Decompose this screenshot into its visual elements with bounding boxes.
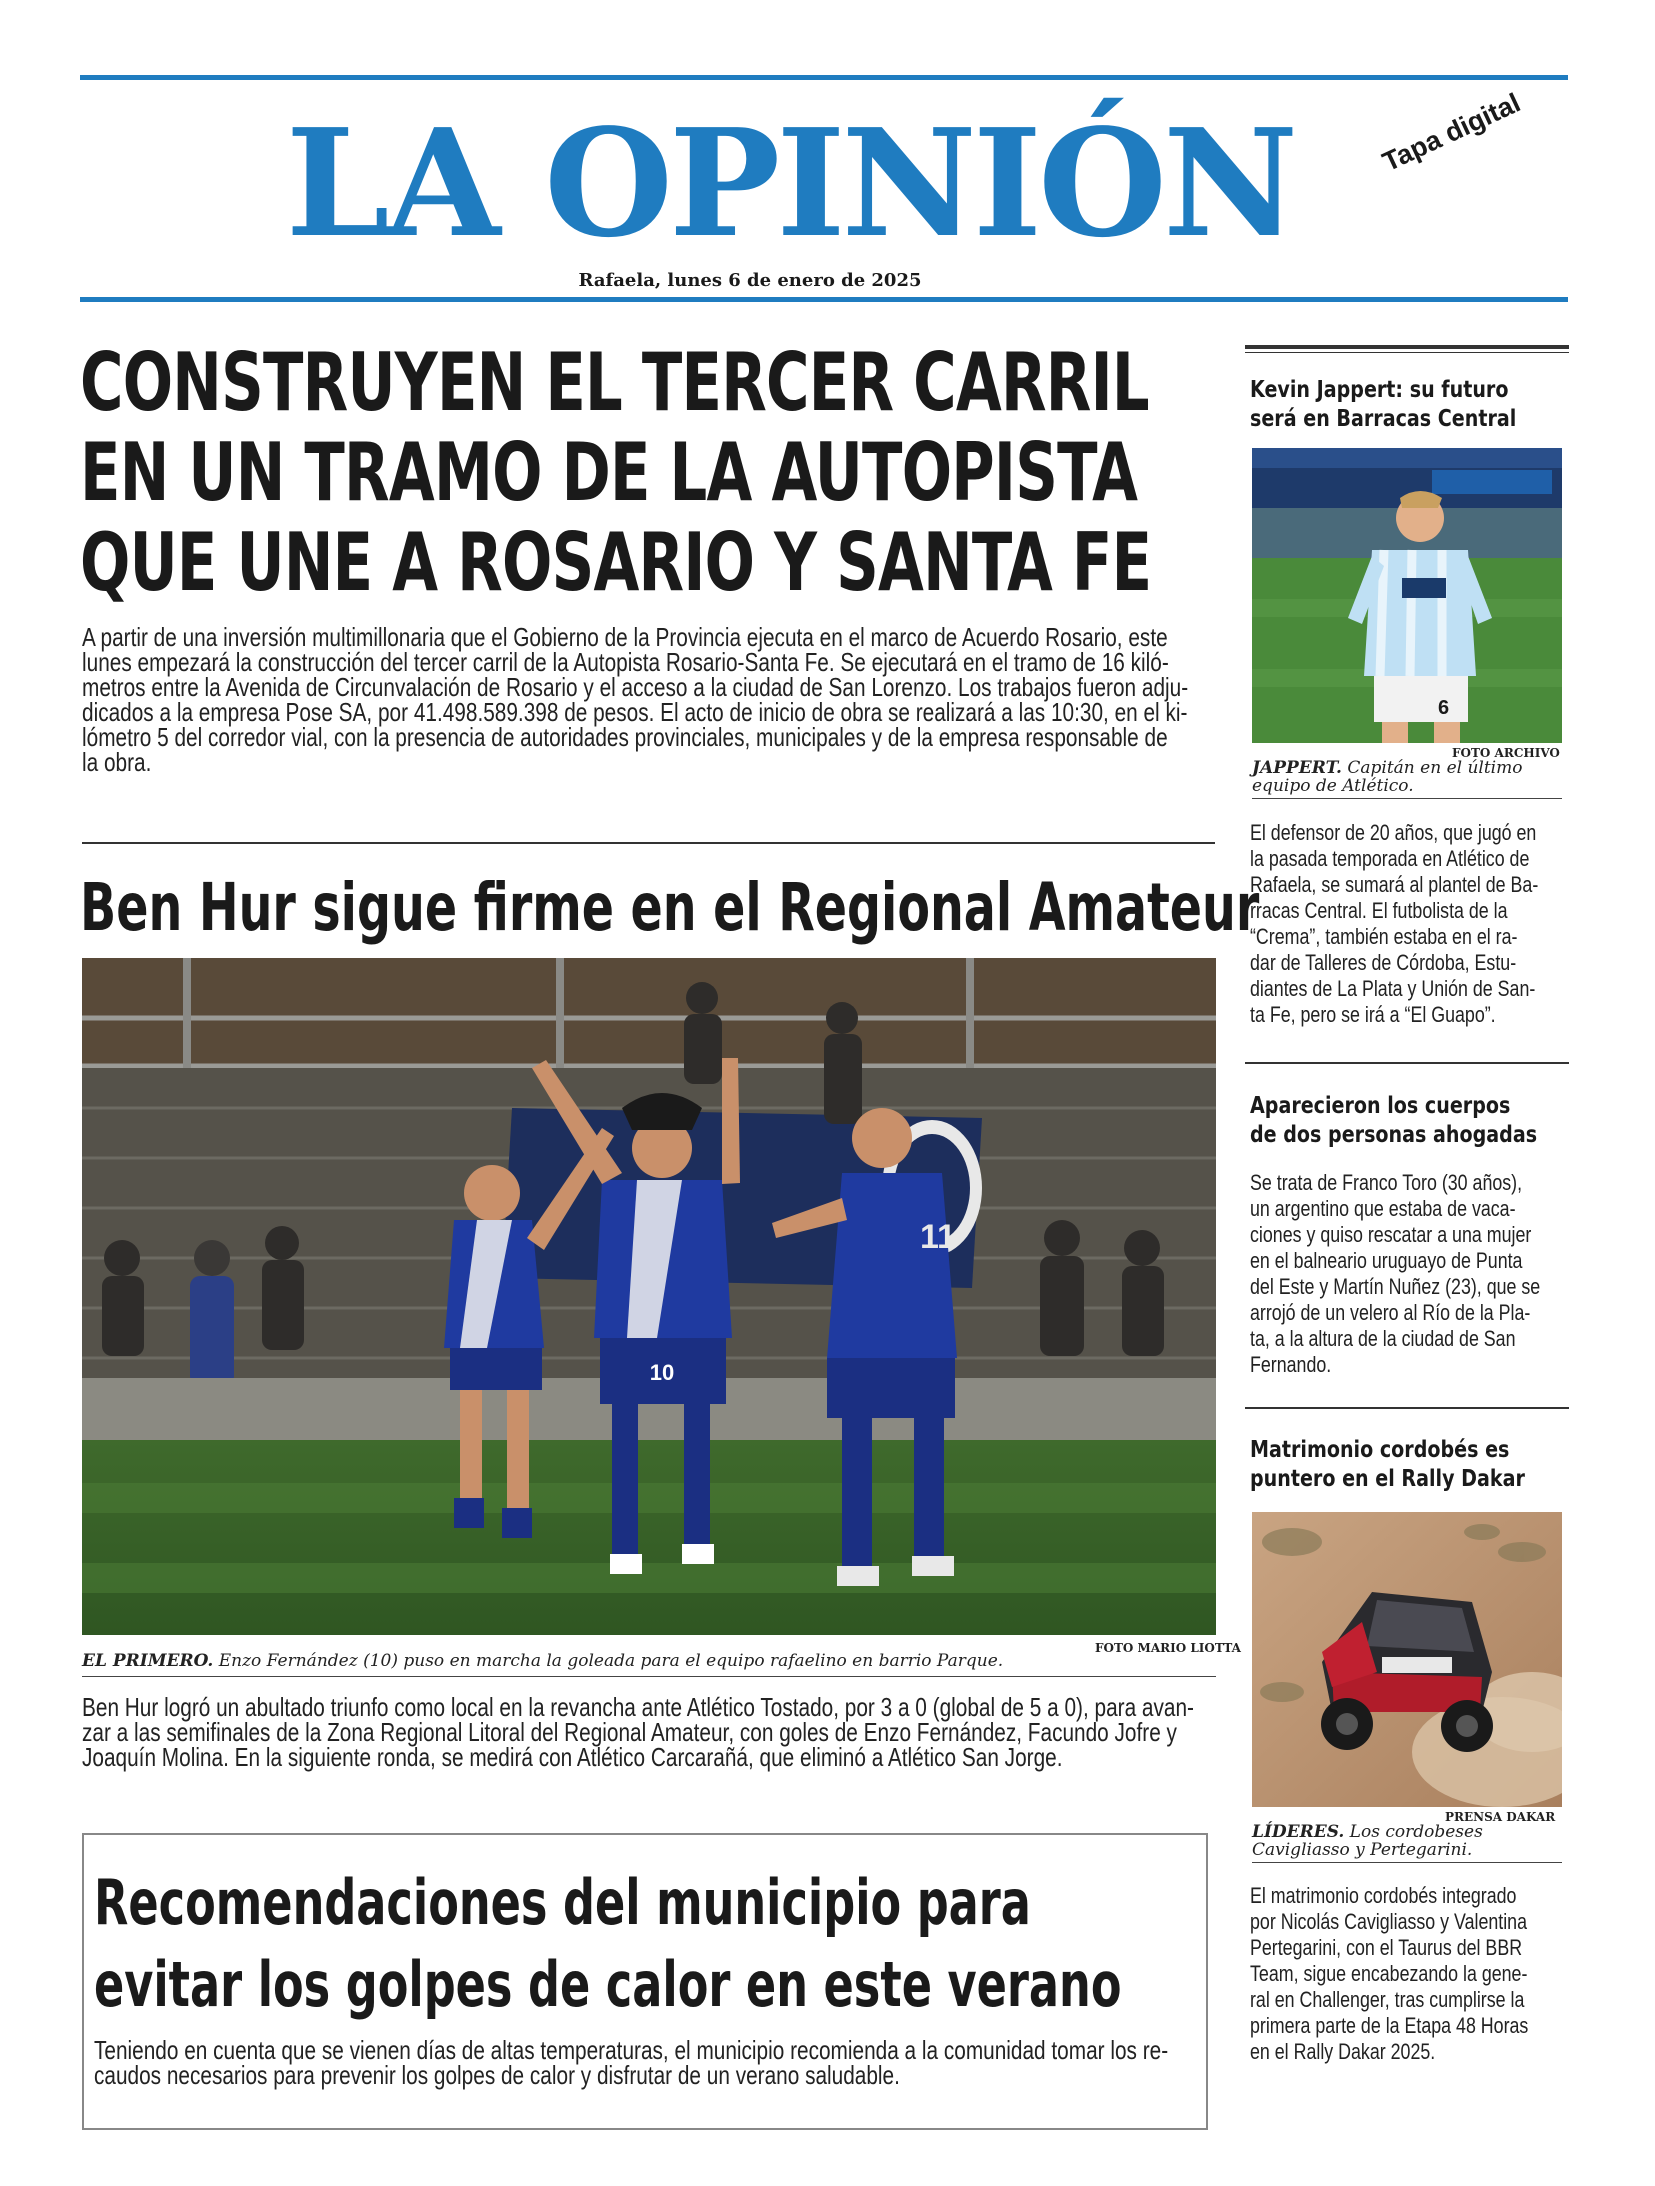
sidebar-divider: [1245, 1062, 1569, 1064]
lead-body: [82, 622, 1189, 777]
sidebar-rule: [1245, 345, 1569, 349]
caption-rule: [82, 1676, 1216, 1677]
dakar-body-line: primera parte de la Etapa 48 Horas: [1250, 2013, 1529, 2038]
benhur-body: [82, 1692, 1194, 1772]
jersey-number: 11: [920, 1218, 956, 1256]
ahogadas-headline-line: Aparecieron los cuerpos: [1250, 1093, 1511, 1119]
jappert-body-line: diantes de La Plata y Unión de San-: [1250, 976, 1536, 1001]
ahogadas-headline-line: de dos personas ahogadas: [1250, 1122, 1538, 1148]
dakar-body-line: en el Rally Dakar 2025.: [1250, 2039, 1436, 2064]
ahogadas-body-line: del Este y Martín Nuñez (23), que se: [1250, 1274, 1541, 1299]
masthead-top-rule: [80, 75, 1568, 80]
calor-headline-line: evitar los golpes de calor en este verano: [94, 1948, 1122, 2021]
tapa-digital-tag[interactable]: Tapa digital: [1378, 87, 1525, 178]
player-portrait-image: [1252, 448, 1562, 743]
jappert-body: [1250, 820, 1538, 1028]
ahogadas-body-line: arrojó de un velero al Río de la Pla-: [1250, 1300, 1531, 1325]
dakar-body-line: Pertegarini, con el Taurus del BBR: [1250, 1935, 1523, 1960]
benhur-photo[interactable]: [82, 958, 1216, 1635]
rally-car-image: [1252, 1512, 1562, 1807]
calor-headline[interactable]: [94, 1862, 1121, 2026]
lead-headline[interactable]: [80, 338, 1151, 608]
lead-headline-line: EN UN TRAMO DE LA AUTOPISTA: [80, 426, 1138, 519]
jappert-body-line: “Crema”, también estaba en el ra-: [1250, 924, 1518, 949]
calor-body-line: Teniendo en cuenta que se vienen días de altas temperaturas, el municipio recomienda a la comunidad tomar los re-: [94, 2035, 1169, 2065]
ahogadas-body: [1250, 1170, 1540, 1378]
dakar-headline[interactable]: [1250, 1436, 1525, 1494]
dakar-body-line: por Nicolás Cavigliasso y Valentina: [1250, 1909, 1528, 1934]
masthead-bottom-rule: [80, 297, 1568, 302]
dateline: Rafaela, lunes 6 de enero de 2025: [578, 270, 922, 291]
caption-rule: [1252, 1862, 1562, 1863]
jappert-body-line: rracas Central. El futbolista de la: [1250, 898, 1508, 923]
jappert-body-line: Rafaela, se sumará al plantel de Ba-: [1250, 872, 1539, 897]
jersey-number: 6: [1438, 697, 1450, 719]
jersey-number: 10: [649, 1360, 675, 1385]
jappert-body-line: la pasada temporada en Atlético de: [1250, 846, 1530, 871]
jappert-body-line: El defensor de 20 años, que jugó en: [1250, 820, 1537, 845]
dakar-caption: [1252, 1823, 1483, 1859]
ahogadas-body-line: Se trata de Franco Toro (30 años),: [1250, 1170, 1523, 1195]
jappert-body-line: ta Fe, pero se irá a “El Guapo”.: [1250, 1002, 1496, 1027]
lead-body-line: dicados a la empresa Pose SA, por 41.498.589.398 de pesos. El acto de inicio de obra se realizará a las 10:30, en el ki-: [82, 697, 1188, 727]
jappert-body-line: dar de Talleres de Córdoba, Estu-: [1250, 950, 1517, 975]
benhur-body-line: Ben Hur logró un abultado triunfo como local en la revancha ante Atlético Tostado, por 3 a 0 (global de 5 a 0), para avan-: [82, 1692, 1194, 1722]
lead-headline-line: QUE UNE A ROSARIO Y SANTA FE: [80, 516, 1152, 609]
ahogadas-body-line: Fernando.: [1250, 1352, 1332, 1377]
jappert-caption-text: equipo de Atlético.: [1252, 776, 1414, 796]
dakar-caption-text: Cavigliasso y Pertegarini.: [1252, 1840, 1473, 1860]
benhur-photo-credit: FOTO MARIO LIOTTA: [1095, 1641, 1241, 1655]
calor-body-line: caudos necesarios para prevenir los golpes de calor y disfrutar de un verano saludable.: [94, 2060, 900, 2090]
sidebar-divider: [1245, 1407, 1569, 1409]
football-celebration-image: [82, 958, 1216, 1635]
dakar-photo[interactable]: [1252, 1512, 1562, 1807]
ahogadas-body-line: ciones y quiso rescatar a una mujer: [1250, 1222, 1532, 1247]
ahogadas-headline[interactable]: [1250, 1092, 1537, 1150]
dakar-body-line: Team, sigue encabezando la gene-: [1250, 1961, 1528, 1986]
benhur-caption-lead: EL PRIMERO.: [82, 1651, 214, 1671]
benhur-body-line: zar a las semifinales de la Zona Regional Litoral del Regional Amateur, con goles de Enzo Fernández, Facundo Jofre y: [82, 1717, 1177, 1747]
caption-rule: [1252, 798, 1562, 799]
jappert-caption-text: Capitán en el último: [1341, 758, 1523, 778]
section-divider: [82, 842, 1215, 844]
ahogadas-body-line: ta, a la altura de la ciudad de San: [1250, 1326, 1516, 1351]
benhur-caption: [82, 1651, 1003, 1671]
benhur-headline[interactable]: Ben Hur sigue firme en el Regional Amateur: [80, 869, 1260, 946]
dakar-caption-lead: LÍDERES.: [1252, 1822, 1345, 1842]
lead-body-line: lunes empezará la construcción del tercer carril de la Autopista Rosario-Santa Fe. Se ejecutará en el tramo de 16 kiló-: [82, 647, 1169, 677]
lead-body-line: A partir de una inversión multimillonaria que el Gobierno de la Provincia ejecuta en el marco de Acuerdo Rosario, este: [82, 622, 1168, 652]
ahogadas-body-line: un argentino que estaba de vaca-: [1250, 1196, 1516, 1221]
jappert-photo-credit: FOTO ARCHIVO: [1452, 746, 1560, 760]
benhur-body-line: Joaquín Molina. En la siguiente ronda, se medirá con Atlético Carcarañá, que eliminó a Atlético San Jorge.: [82, 1742, 1063, 1772]
jappert-caption: [1252, 759, 1522, 795]
jappert-caption-lead: JAPPERT.: [1252, 758, 1342, 778]
jappert-photo[interactable]: [1252, 448, 1562, 743]
jappert-headline[interactable]: [1250, 376, 1516, 434]
dakar-body-line: El matrimonio cordobés integrado: [1250, 1883, 1517, 1908]
lead-body-line: lómetro 5 del corredor vial, con la presencia de autoridades provinciales, municipales y de la empresa responsable de: [82, 722, 1168, 752]
benhur-caption-text: Enzo Fernández (10) puso en marcha la goleada para el equipo rafaelino en barrio Parque.: [213, 1651, 1004, 1671]
calor-headline-line: Recomendaciones del municipio para: [94, 1866, 1031, 1939]
dakar-caption-text: Los cordobeses: [1344, 1822, 1483, 1842]
masthead-logo: LA OPINIÓN: [285, 96, 1295, 270]
lead-body-line: la obra.: [82, 747, 152, 777]
ahogadas-body-line: en el balneario uruguayo de Punta: [1250, 1248, 1523, 1273]
lead-body-line: metros entre la Avenida de Circunvalación de Rosario y el acceso a la ciudad de San Lorenzo. Los trabajos fueron adju-: [82, 672, 1189, 702]
jappert-headline-line: será en Barracas Central: [1250, 406, 1517, 432]
calor-body: [94, 2035, 1169, 2090]
jappert-headline-line: Kevin Jappert: su futuro: [1250, 377, 1509, 403]
dakar-headline-line: puntero en el Rally Dakar: [1250, 1466, 1525, 1492]
dakar-body: [1250, 1883, 1528, 2065]
dakar-body-line: ral en Challenger, tras cumplirse la: [1250, 1987, 1525, 2012]
lead-headline-line: CONSTRUYEN EL TERCER CARRIL: [80, 336, 1149, 429]
dakar-photo-credit: PRENSA DAKAR: [1445, 1810, 1556, 1824]
dakar-headline-line: Matrimonio cordobés es: [1250, 1437, 1510, 1463]
